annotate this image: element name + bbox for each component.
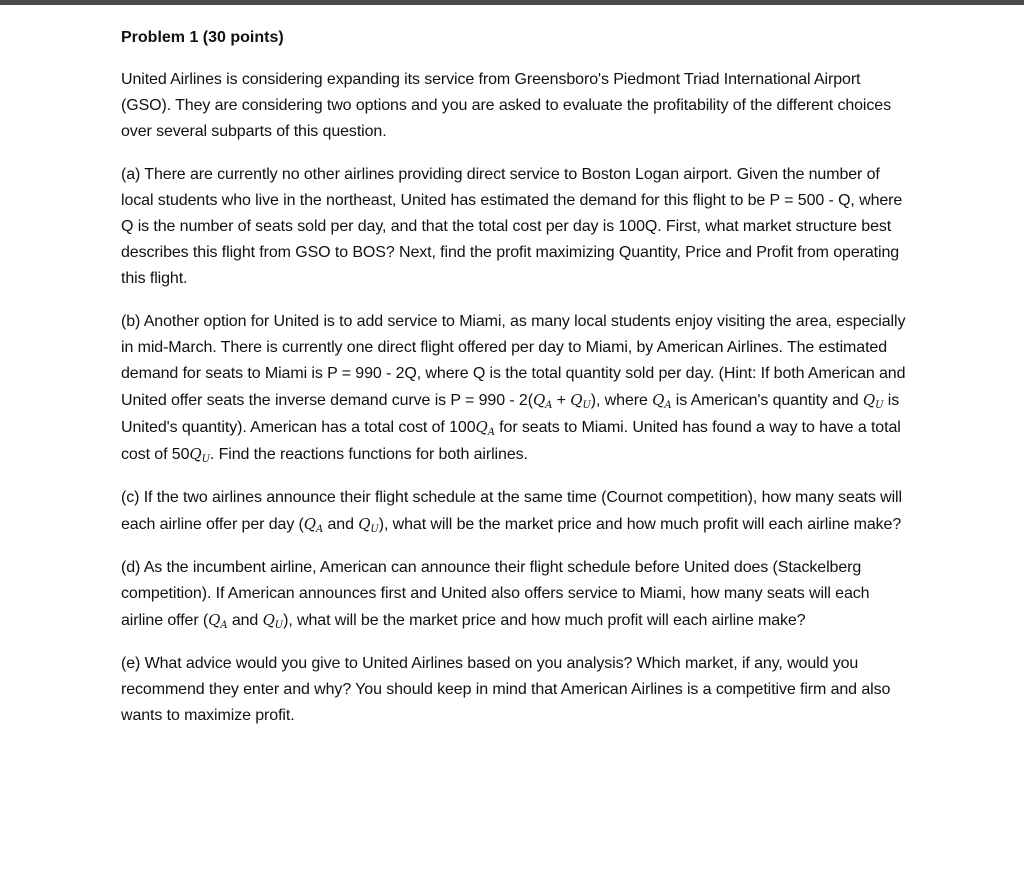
q-a-symbol: $Q_A$: [652, 391, 672, 411]
part-c-paragraph: [121, 485, 911, 538]
q-u-symbol: $Q_U$: [570, 391, 591, 411]
part-b-text: is United's quantity). American has a total cost of 100: [121, 392, 900, 436]
part-b-text: +: [552, 392, 571, 409]
problem-title: Problem 1 (30 points): [121, 29, 284, 46]
q-a-symbol: $Q_A$: [303, 515, 324, 535]
part-c-text: ), what will be the market price and how much profit will each airline make?: [378, 516, 902, 533]
part-b-text: (b) Another option for United is to add service to Miami, as many local students enjoy visiting the area, especially in mid-March. There is currently one direct flight offered per day to Miami, by American Airlines. The estimated demand for seats to Miami is P = 990 - 2Q, where Q is the total quantity sold per day. (Hint: If both American and United offer seats the inverse demand curve is P = 990 - 2(: [121, 313, 906, 409]
part-a-paragraph: (a) There are currently no other airlines providing direct service to Boston Logan airport. Given the number of local students who live in the northeast, United has estimated the demand for this flight to be P = 500 - Q, where Q is the number of seats sold per day, and that the total cost per day is 100Q. First, what market structure best describes this flight from GSO to BOS? Next, find the profit maximizing Quantity, Price and Profit from operating this flight.: [121, 166, 903, 287]
q-u-symbol: $Q_U$: [189, 445, 210, 465]
part-d-text: and: [227, 612, 263, 629]
q-u-symbol: $Q_U$: [262, 611, 284, 631]
part-b-text: for seats to Miami. United has found a way to have a total cost of 50: [121, 419, 901, 463]
part-d-paragraph: [121, 555, 911, 634]
part-e-paragraph: (e) What advice would you give to United Airlines based on you analysis? Which market, if any, would you recommend they enter and why? You should keep in mind that American Airlines is a competitive firm and also wants to maximize profit.: [121, 655, 891, 724]
part-b-paragraph: [121, 309, 911, 468]
document-page: [121, 25, 911, 746]
q-u-symbol: $Q_U$: [358, 515, 379, 535]
q-u-symbol: $Q_U$: [862, 391, 884, 411]
part-c-text: and: [323, 516, 359, 533]
part-d-text: ), what will be the market price and how much profit will each airline make?: [283, 612, 806, 629]
q-a-symbol: $Q_A$: [532, 391, 553, 411]
part-d-text: (d) As the incumbent airline, American can announce their flight schedule before United does (Stackelberg competition). If American announces first and United also offers service to Miami, how many seats will each airline offer (: [121, 559, 870, 629]
part-b-text: ), where: [590, 392, 653, 409]
part-b-text: is American's quantity and: [671, 392, 863, 409]
window-top-bar: [0, 0, 1024, 5]
q-a-symbol: $Q_A$: [475, 418, 495, 438]
intro-paragraph: United Airlines is considering expanding its service from Greensboro's Piedmont Triad International Airport (GSO). They are considering two options and you are asked to evaluate the profitability of the different choices over several subparts of this question.: [121, 71, 891, 140]
part-b-text: . Find the reactions functions for both airlines.: [209, 446, 528, 463]
part-c-text: (c) If the two airlines announce their flight schedule at the same time (Cournot competition), how many seats will each airline offer per day (: [121, 489, 902, 533]
q-a-symbol: $Q_A$: [208, 611, 228, 631]
